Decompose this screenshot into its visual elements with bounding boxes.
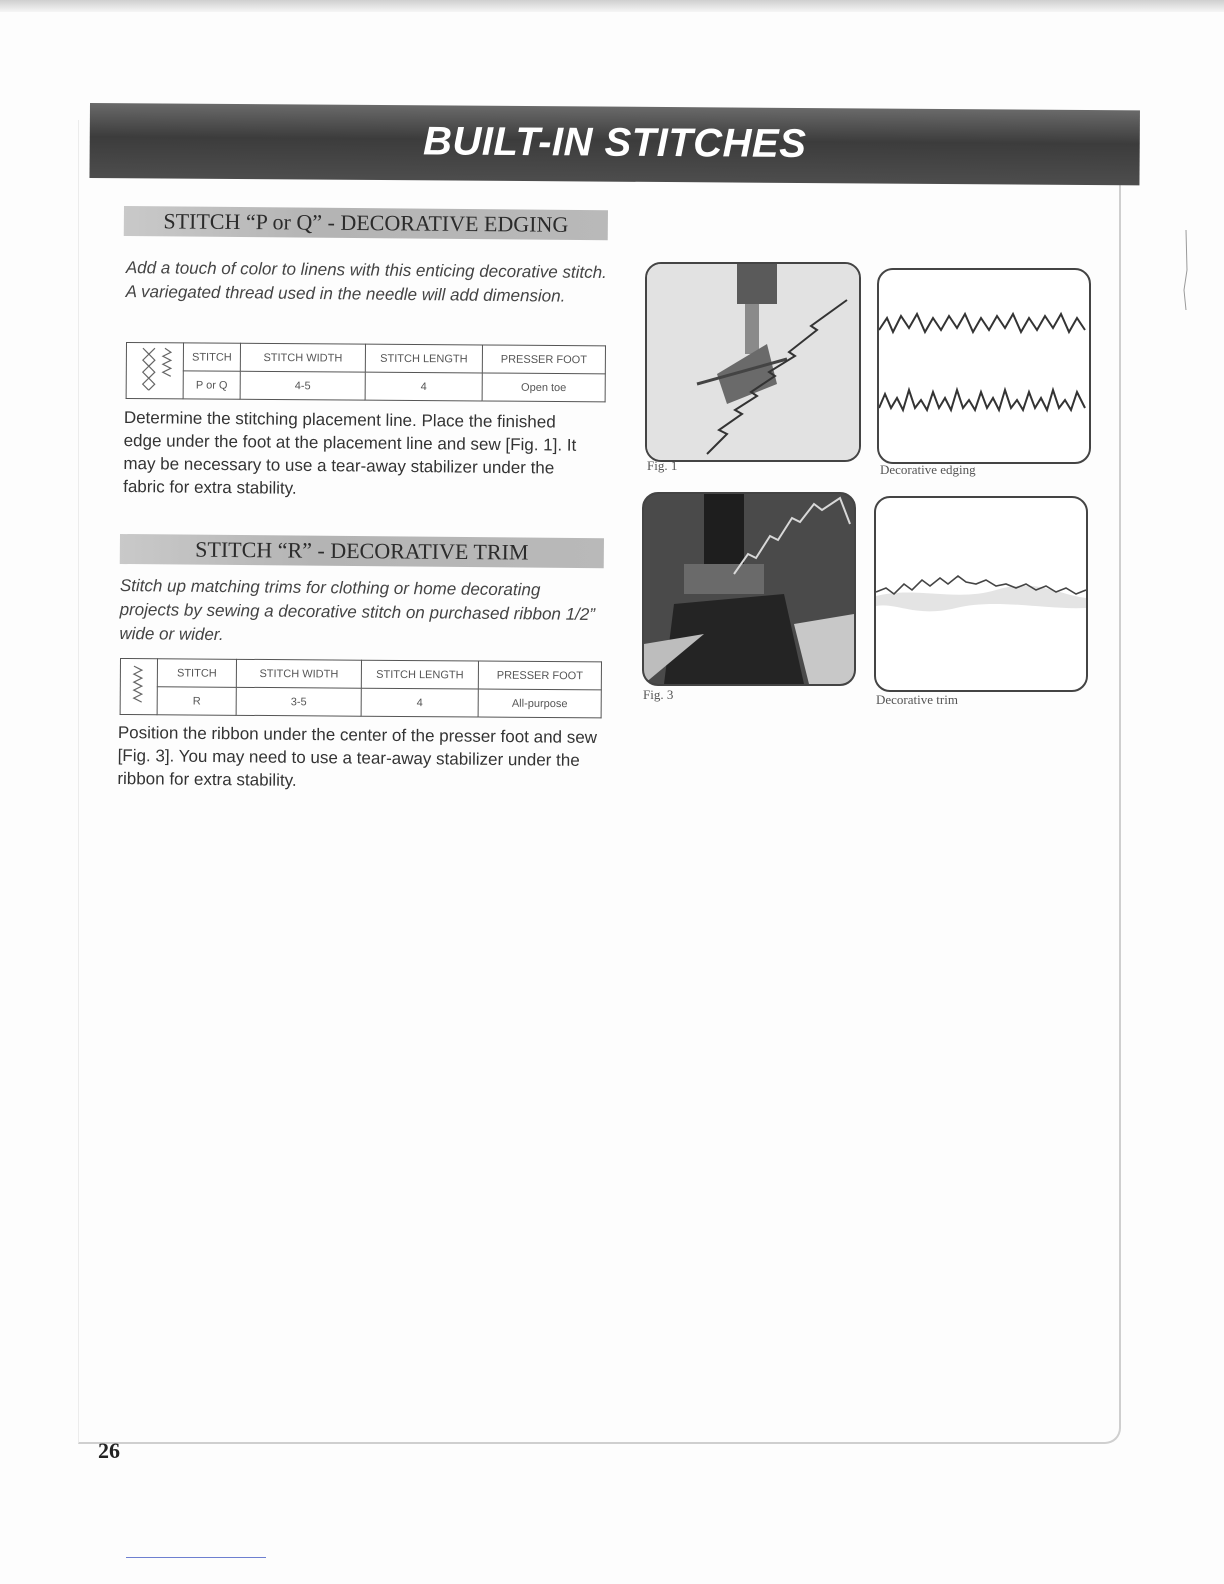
fig-1-caption: Fig. 1 bbox=[647, 458, 678, 473]
header-stitch: STITCH bbox=[183, 343, 240, 371]
header-presser-foot: PRESSER FOOT bbox=[478, 661, 601, 690]
header-stitch-width: STITCH WIDTH bbox=[240, 343, 365, 372]
header-stitch-length: STITCH LENGTH bbox=[361, 660, 478, 689]
value-stitch: R bbox=[157, 687, 236, 716]
value-presser-foot: Open toe bbox=[482, 373, 605, 402]
decorative-trim-sample bbox=[874, 496, 1088, 692]
value-stitch-length: 4 bbox=[361, 688, 478, 717]
body-decorative-edging: Determine the stitching placement line. Place the finished edge under the foot at the placement line and sew [Fig. 1]. It may be necessary to use a tear-away stabilizer under the fabric for extra stability. bbox=[123, 407, 577, 498]
section-heading-decorative-trim: STITCH “R” - DECORATIVE TRIM bbox=[120, 534, 604, 568]
stitch-table-trim bbox=[120, 658, 602, 718]
value-stitch: P or Q bbox=[183, 371, 240, 399]
stitch-table-edging bbox=[126, 342, 606, 402]
title-banner bbox=[89, 103, 1139, 185]
header-stitch-length: STITCH LENGTH bbox=[365, 344, 482, 373]
body-decorative-trim: Position the ribbon under the center of the presser foot and sew [Fig. 3]. You may need to use a tear-away stabilizer under the ribbon for extra stability. bbox=[117, 722, 598, 790]
scan-top-edge bbox=[0, 0, 1224, 12]
page-title: BUILT-IN STITCHES bbox=[422, 119, 807, 167]
stitch-symbol-icon bbox=[126, 343, 183, 399]
intro-decorative-trim: Stitch up matching trims for clothing or home decorating projects by sewing a decorative stitch on purchased ribbon 1/2” wide or wider. bbox=[119, 575, 596, 645]
header-stitch: STITCH bbox=[157, 659, 236, 688]
section-heading-decorative-edging: STITCH “P or Q” - DECORATIVE EDGING bbox=[124, 206, 608, 240]
decorative-edging-caption: Decorative edging bbox=[880, 462, 976, 477]
value-stitch-length: 4 bbox=[365, 372, 482, 401]
footer-rule bbox=[126, 1557, 266, 1558]
header-presser-foot: PRESSER FOOT bbox=[482, 345, 605, 374]
figure-3-photo bbox=[642, 492, 856, 686]
decorative-trim-caption: Decorative trim bbox=[876, 692, 958, 707]
value-presser-foot: All-purpose bbox=[478, 689, 601, 718]
value-stitch-width: 4-5 bbox=[240, 371, 365, 400]
intro-decorative-edging: Add a touch of color to linens with this enticing decorative stitch. A variegated thread used in the needle will add dimension. bbox=[125, 257, 607, 306]
margin-mark bbox=[1180, 230, 1192, 310]
decorative-edging-sample bbox=[877, 268, 1091, 464]
figure-1-photo bbox=[645, 262, 861, 462]
header-stitch-width: STITCH WIDTH bbox=[236, 659, 361, 688]
stitch-symbol-icon bbox=[120, 659, 157, 715]
fig-3-caption: Fig. 3 bbox=[643, 687, 674, 702]
value-stitch-width: 3-5 bbox=[236, 687, 361, 716]
page-number: 26 bbox=[98, 1438, 120, 1463]
